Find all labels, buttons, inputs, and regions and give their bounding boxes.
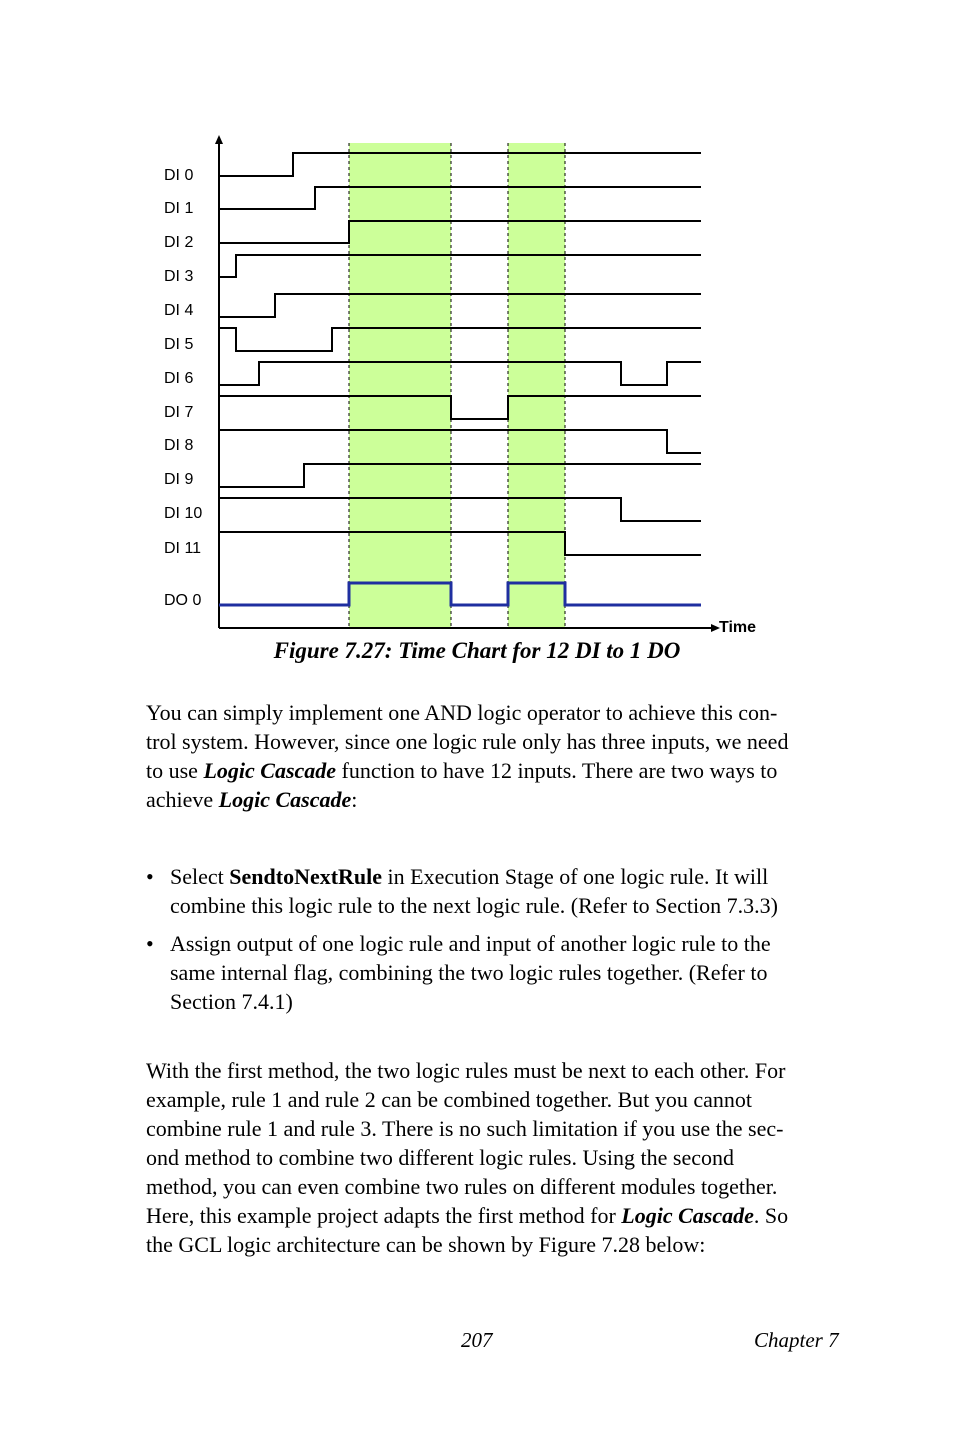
label-do0: DO 0 <box>164 592 202 609</box>
wave-di3 <box>219 255 701 277</box>
paragraph-intro <box>146 698 856 814</box>
label-di3: DI 3 <box>164 268 194 285</box>
label-di4: DI 4 <box>164 302 194 319</box>
label-di9: DI 9 <box>164 471 194 488</box>
para2-line2: example, rule 1 and rule 2 can be combined together. But you cannot <box>146 1087 753 1112</box>
bullet1-line1 <box>170 862 860 891</box>
wave-di4 <box>219 294 701 317</box>
paragraph-methods <box>146 1056 856 1259</box>
bullet1-c: in Execution Stage of one logic rule. It will <box>382 864 769 889</box>
para2-line6 <box>146 1201 856 1230</box>
para2-line4: ond method to combine two different logic rules. Using the second <box>146 1145 734 1170</box>
sendtonextrule-term: SendtoNextRule <box>229 864 383 889</box>
wave-di10 <box>219 498 701 521</box>
highlight-band-2 <box>508 143 565 628</box>
chapter-label: Chapter 7 <box>754 1328 839 1352</box>
label-di11: DI 11 <box>164 540 202 557</box>
logic-cascade-term: Logic Cascade <box>203 758 337 783</box>
para1-line3-c: function to have 12 inputs. There are two ways to <box>336 758 778 783</box>
bullet2-line1: Assign output of one logic rule and input of another logic rule to the <box>170 931 771 956</box>
bullet-dot: • <box>146 931 154 956</box>
wave-di5 <box>219 328 701 351</box>
bullet1-line2: combine this logic rule to the next logic rule. (Refer to Section 7.3.3) <box>170 893 778 918</box>
bullet-2-text <box>170 929 860 1016</box>
timing-chart <box>0 0 954 640</box>
label-di10: DI 10 <box>164 505 203 522</box>
wave-di6 <box>219 362 701 385</box>
label-di5: DI 5 <box>164 336 194 353</box>
label-di0: DI 0 <box>164 167 194 184</box>
bullet2-line3: Section 7.4.1) <box>170 989 293 1014</box>
bullet2-line2: same internal flag, combining the two logic rules together. (Refer to <box>170 960 768 985</box>
highlight-band-1 <box>349 143 451 628</box>
logic-cascade-term: Logic Cascade <box>621 1203 754 1228</box>
x-axis-label: Time <box>719 619 757 636</box>
figure-caption: Figure 7.27: Time Chart for 12 DI to 1 DO <box>273 638 681 663</box>
wave-di7 <box>219 396 701 419</box>
page-number: 207 <box>461 1328 493 1352</box>
para2-line6-a: Here, this example project adapts the first method for <box>146 1203 622 1228</box>
para2-line3: combine rule 1 and rule 3. There is no such limitation if you use the sec- <box>146 1116 784 1141</box>
para2-line7: the GCL logic architecture can be shown by Figure 7.28 below: <box>146 1232 706 1257</box>
label-di8: DI 8 <box>164 437 194 454</box>
bullet-1-text <box>170 862 860 920</box>
y-axis-arrow <box>215 135 223 144</box>
logic-cascade-term: Logic Cascade <box>218 787 352 812</box>
bullet-dot: • <box>146 864 154 889</box>
label-di6: DI 6 <box>164 370 194 387</box>
para1-line3-a: to use <box>146 758 204 783</box>
para2-line1: With the first method, the two logic rules must be next to each other. For <box>146 1058 786 1083</box>
para1-line4-a: achieve <box>146 787 219 812</box>
bullet1-a: Select <box>170 864 230 889</box>
wave-di9 <box>219 464 701 487</box>
wave-di1 <box>219 187 701 209</box>
signal-labels <box>164 167 202 609</box>
para1-line4-c: : <box>351 787 358 812</box>
para1-line1: You can simply implement one AND logic operator to achieve this con- <box>146 700 778 725</box>
wave-di8 <box>219 430 701 453</box>
label-di7: DI 7 <box>164 404 194 421</box>
para1-line3 <box>146 756 856 785</box>
wave-do0 <box>219 583 701 605</box>
wave-di2 <box>219 221 701 243</box>
para2-line5: method, you can even combine two rules on different modules together. <box>146 1174 778 1199</box>
para1-line2: trol system. However, since one logic rule only has three inputs, we need <box>146 729 789 754</box>
wave-di0 <box>219 153 701 176</box>
para1-line4 <box>146 785 856 814</box>
label-di2: DI 2 <box>164 234 194 251</box>
para2-line6-c: . So <box>753 1203 789 1228</box>
input-waveforms <box>219 153 701 555</box>
label-di1: DI 1 <box>164 200 194 217</box>
wave-di11 <box>219 532 701 555</box>
